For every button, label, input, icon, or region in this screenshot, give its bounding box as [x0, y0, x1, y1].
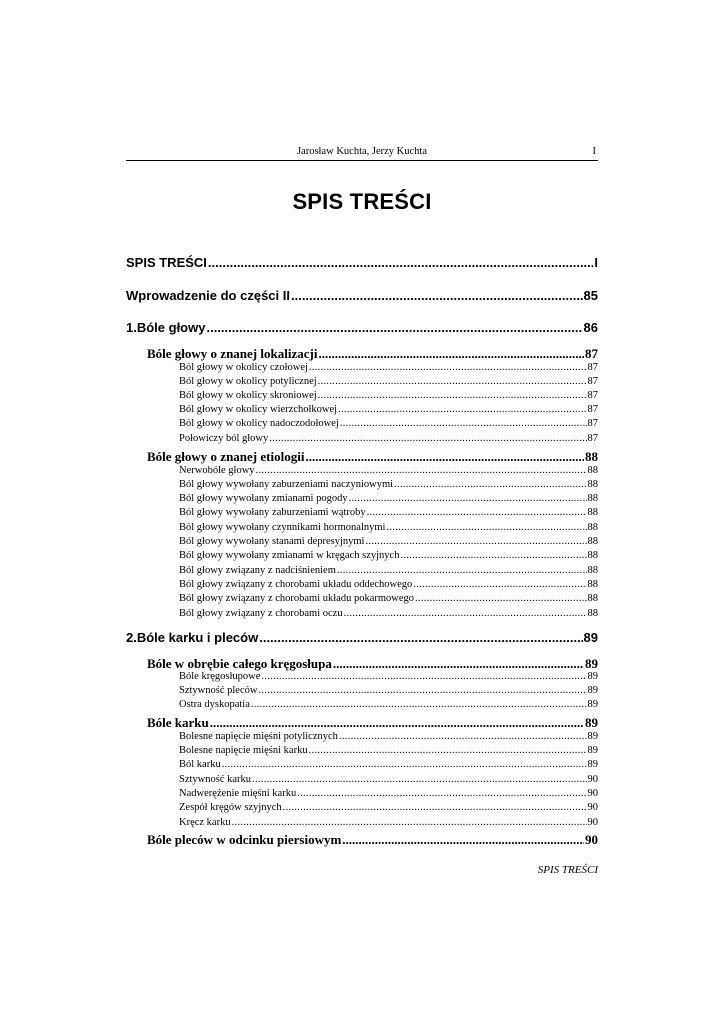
toc-chapter-entry[interactable] [126, 630, 598, 648]
dot-leader [232, 817, 587, 828]
toc-entry-page: 88 [587, 565, 598, 576]
toc-entry-page: 88 [587, 593, 598, 604]
toc-chapter-entry[interactable] [126, 288, 598, 306]
toc-entry-label: Ból karku [179, 759, 221, 770]
dot-leader [208, 255, 593, 270]
toc-entry-page: 88 [587, 579, 598, 590]
toc-subsection-entry[interactable] [179, 608, 598, 621]
toc-entry-page: 88 [587, 550, 598, 561]
dot-leader [340, 418, 587, 429]
toc-subsection-entry[interactable] [179, 579, 598, 592]
toc-entry-page: 88 [587, 507, 598, 518]
toc-entry-page: 90 [587, 788, 598, 799]
toc-entry-label: Ból głowy związany z chorobami układu oddechowego [179, 579, 413, 590]
toc-entry-page: 87 [587, 418, 598, 429]
dot-leader [305, 449, 584, 465]
page-title: SPIS TREŚCI [292, 189, 432, 214]
toc-entry-label: Bóle karku [147, 715, 209, 730]
toc-chapter-entry[interactable] [126, 255, 598, 273]
toc-entry-label: Bolesne napięcie mięśni potylicznych [179, 731, 338, 742]
toc-entry-label: Ból głowy w okolicy nadoczodołowej [179, 418, 339, 429]
toc-entry-label: Ból głowy wywołany czynnikami hormonalnymi [179, 522, 386, 533]
toc-section-entry[interactable] [147, 715, 598, 732]
toc-subsection-entry[interactable] [179, 774, 598, 787]
toc-entry-page: 87 [587, 376, 598, 387]
dot-leader [318, 390, 587, 401]
dot-leader [258, 685, 586, 696]
toc-entry-page: 85 [583, 288, 598, 303]
toc-entry-label: Ból głowy w okolicy czołowej [179, 362, 308, 373]
toc-entry-label: 2.Bóle karku i pleców [126, 630, 259, 645]
toc-entry-page: 87 [587, 433, 598, 444]
dot-leader [415, 593, 586, 604]
dot-leader [318, 376, 587, 387]
toc-entry-page: I [594, 255, 598, 270]
toc-entry-label: Ból głowy wywołany zaburzeniami wątroby [179, 507, 366, 518]
header-page-number: I [592, 146, 596, 157]
toc-entry-label: Bóle w obrębie całego kręgosłupa [147, 656, 332, 671]
toc-entry-page: 89 [583, 630, 598, 645]
dot-leader [367, 507, 587, 518]
toc-entry-label: Ból głowy wywołany zmianami pogody [179, 493, 348, 504]
header-authors: Jarosław Kuchta, Jerzy Kuchta [296, 146, 428, 157]
running-footer: SPIS TREŚCI [537, 864, 598, 876]
toc-entry-page: 87 [585, 346, 598, 361]
toc-subsection-entry[interactable] [179, 536, 598, 549]
toc-section-entry[interactable] [147, 832, 598, 849]
toc-section-entry[interactable] [147, 449, 598, 466]
toc-entry-label: Wprowadzenie do części II [126, 288, 290, 303]
toc-entry-label: Ból głowy w okolicy wierzchołkowej [179, 404, 338, 415]
toc-subsection-entry[interactable] [179, 465, 598, 478]
toc-entry-label: Ból głowy w okolicy potylicznej [179, 376, 317, 387]
dot-leader [342, 832, 584, 848]
toc-entry-label: Zespół kręgów szyjnych [179, 802, 282, 813]
toc-subsection-entry[interactable] [179, 418, 598, 431]
toc-subsection-entry[interactable] [179, 493, 598, 506]
toc-entry-page: 88 [587, 608, 598, 619]
toc-subsection-entry[interactable] [179, 685, 598, 698]
toc-subsection-entry[interactable] [179, 390, 598, 403]
dot-leader [413, 579, 586, 590]
toc-entry-label: Nadwerężenie mięśni karku [179, 788, 297, 799]
toc-entry-label: Ostra dyskopatia [179, 699, 250, 710]
dot-leader [318, 346, 584, 362]
dot-leader [283, 802, 587, 813]
toc-entry-page: 89 [587, 699, 598, 710]
toc-subsection-entry[interactable] [179, 802, 598, 815]
dot-leader [309, 745, 587, 756]
dot-leader [256, 465, 587, 476]
toc-entry-label: 1.Bóle głowy [126, 320, 206, 335]
dot-leader [259, 630, 582, 645]
toc-entry-label: Bolesne napięcie mięśni karku [179, 745, 308, 756]
toc-entry-label: Ból głowy związany z nadciśnieniem [179, 565, 336, 576]
dot-leader [251, 699, 587, 710]
toc-subsection-entry[interactable] [179, 788, 598, 801]
dot-leader [309, 362, 587, 373]
toc-entry-label: Bóle głowy o znanej lokalizacji [147, 346, 318, 361]
toc-entry-label: Ból głowy wywołany zmianami w kręgach szyjnych [179, 550, 400, 561]
toc-subsection-entry[interactable] [179, 759, 598, 772]
toc-entry-label: Sztywność pleców [179, 685, 258, 696]
toc-subsection-entry[interactable] [179, 550, 598, 563]
toc-subsection-entry[interactable] [179, 745, 598, 758]
dot-leader [365, 536, 586, 547]
toc-entry-page: 89 [585, 715, 598, 730]
toc-entry-page: 87 [587, 404, 598, 415]
dot-leader [297, 788, 586, 799]
toc-entry-page: 89 [587, 731, 598, 742]
toc-entry-page: 88 [587, 522, 598, 533]
dot-leader [339, 731, 587, 742]
toc-entry-page: 88 [587, 479, 598, 490]
toc-subsection-entry[interactable] [179, 479, 598, 492]
toc-entry-page: 88 [587, 493, 598, 504]
dot-leader [291, 288, 583, 303]
dot-leader [252, 774, 586, 785]
dot-leader [349, 493, 587, 504]
dot-leader [337, 565, 587, 576]
toc-subsection-entry[interactable] [179, 522, 598, 535]
toc-entry-label: SPIS TREŚCI [126, 255, 207, 270]
dot-leader [344, 608, 587, 619]
toc-entry-label: Bóle kręgosłupowe [179, 671, 261, 682]
dot-leader [269, 433, 586, 444]
toc-entry-page: 90 [587, 802, 598, 813]
toc-entry-label: Ból głowy związany z chorobami układu pokarmowego [179, 593, 415, 604]
toc-entry-label: Połowiczy ból głowy [179, 433, 269, 444]
toc-entry-page: 86 [583, 320, 598, 335]
toc-chapter-entry[interactable] [126, 320, 598, 338]
toc-entry-page: 87 [587, 362, 598, 373]
dot-leader [261, 671, 586, 682]
toc-entry-page: 89 [587, 745, 598, 756]
toc-entry-page: 88 [587, 536, 598, 547]
toc-entry-page: 90 [585, 832, 598, 847]
dot-leader [338, 404, 586, 415]
toc-entry-label: Ból głowy wywołany zaburzeniami naczyniowymi [179, 479, 394, 490]
toc-entry-label: Nerwobóle głowy [179, 465, 255, 476]
toc-subsection-entry[interactable] [179, 404, 598, 417]
dot-leader [222, 759, 587, 770]
dot-leader [333, 656, 584, 672]
toc-subsection-entry[interactable] [179, 593, 598, 606]
toc-entry-label: Ból głowy wywołany stanami depresyjnymi [179, 536, 365, 547]
toc-subsection-entry[interactable] [179, 362, 598, 375]
toc-subsection-entry[interactable] [179, 817, 598, 830]
toc-entry-page: 89 [587, 685, 598, 696]
toc-entry-page: 89 [585, 656, 598, 671]
toc-subsection-entry[interactable] [179, 376, 598, 389]
toc-subsection-entry[interactable] [179, 565, 598, 578]
dot-leader [400, 550, 586, 561]
toc-entry-page: 88 [587, 465, 598, 476]
dot-leader [394, 479, 586, 490]
toc-entry-label: Bóle głowy o znanej etiologii [147, 449, 305, 464]
toc-entry-page: 87 [587, 390, 598, 401]
toc-entry-page: 89 [587, 671, 598, 682]
toc-entry-label: Bóle pleców w odcinku piersiowym [147, 832, 342, 847]
toc-subsection-entry[interactable] [179, 731, 598, 744]
dot-leader [210, 715, 584, 731]
dot-leader [206, 320, 582, 335]
toc-subsection-entry[interactable] [179, 507, 598, 520]
toc-section-entry[interactable] [147, 346, 598, 363]
toc-subsection-entry[interactable] [179, 433, 598, 446]
toc-entry-page: 90 [587, 817, 598, 828]
toc-subsection-entry[interactable] [179, 671, 598, 684]
toc-entry-page: 90 [587, 774, 598, 785]
toc-entry-label: Sztywność karku [179, 774, 252, 785]
toc-entry-label: Kręcz karku [179, 817, 231, 828]
dot-leader [386, 522, 586, 533]
toc-entry-page: 88 [585, 449, 598, 464]
toc-entry-label: Ból głowy w okolicy skroniowej [179, 390, 317, 401]
toc-entry-page: 89 [587, 759, 598, 770]
toc-subsection-entry[interactable] [179, 699, 598, 712]
toc-entry-label: Ból głowy związany z chorobami oczu [179, 608, 343, 619]
